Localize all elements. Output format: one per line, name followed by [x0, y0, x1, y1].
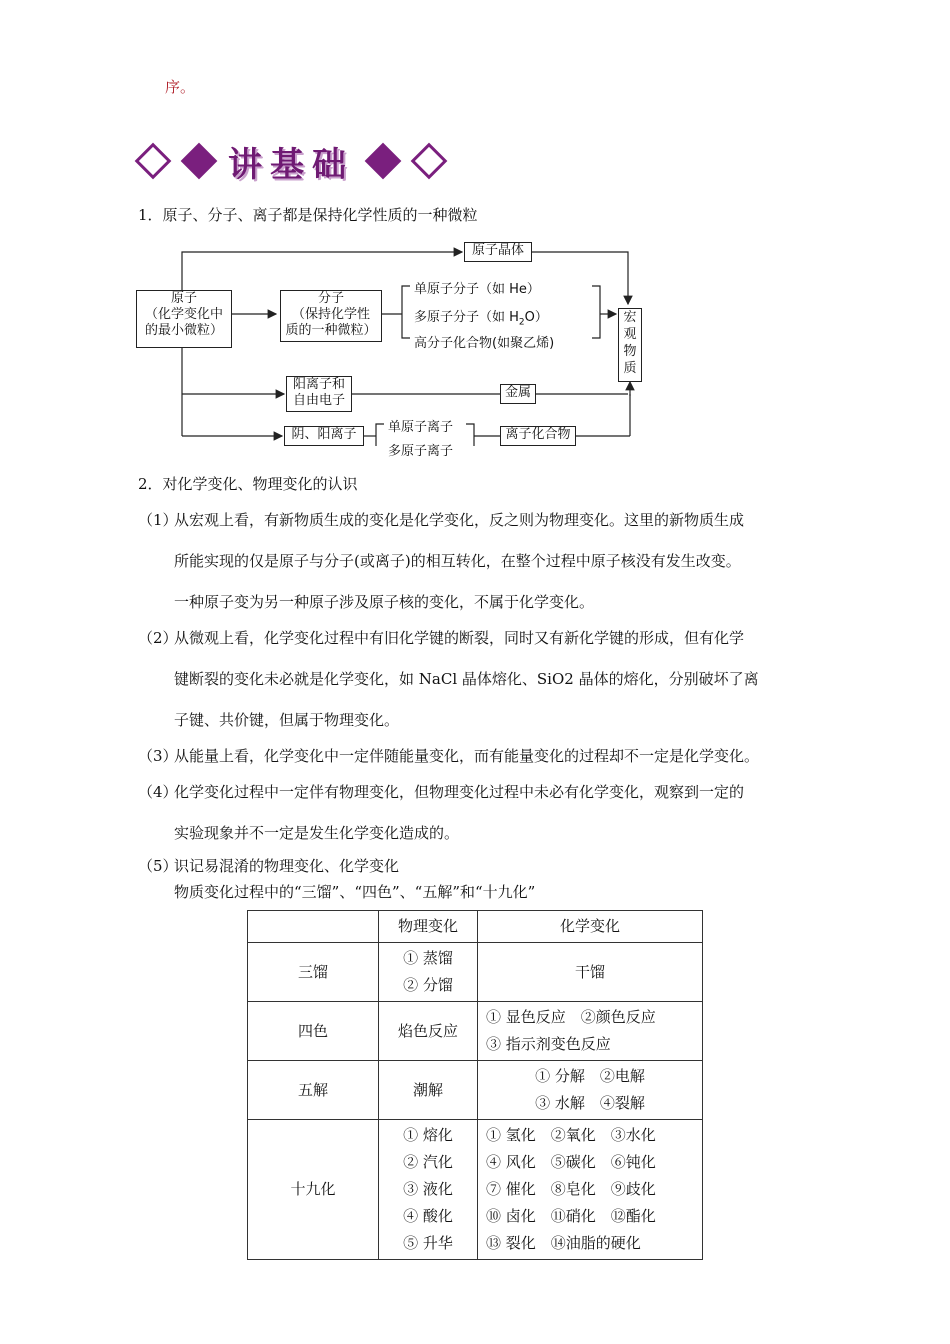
item-line: 所能实现的仅是原子与分子(或离子)的相互转化，在整个过程中原子核没有发生改变。	[174, 552, 741, 570]
physical-cell	[379, 1002, 478, 1061]
cell-line: ① 分解 ②电解	[535, 1067, 645, 1085]
cell-line: ⑩ 卤化 ⑪硝化 ⑫酯化	[486, 1207, 656, 1225]
solid-diamond-icon	[365, 143, 402, 180]
atom-desc: （化学变化中	[144, 307, 223, 322]
atom-desc: 的最小微粒）	[144, 323, 223, 338]
table-row	[248, 1120, 703, 1260]
cell-line: ① 显色反应 ②颜色反应	[486, 1008, 656, 1026]
item-line: 一种原子变为另一种原子涉及原子核的变化，不属于化学变化。	[174, 593, 595, 611]
macro-char: 宏	[623, 310, 637, 325]
cation-electron-label: 自由电子	[292, 393, 345, 408]
cell-line: ① 蒸馏	[403, 949, 453, 967]
cation-electron-box	[286, 376, 352, 412]
banner-title: 讲基础	[228, 144, 354, 185]
item-line: 从微观上看，化学变化过程中有旧化学键的断裂，同时又有新化学键的形成，但有化学	[174, 629, 745, 647]
row-label: 四色	[248, 1002, 379, 1061]
item-number: （3）	[138, 747, 178, 765]
molecule-box	[280, 290, 382, 342]
table-row	[248, 1061, 703, 1120]
item-number: （2）	[138, 629, 178, 647]
macro-matter-box	[618, 308, 642, 382]
change-classification-table	[247, 910, 703, 1260]
polymer-label: 高分子化合物(如聚乙烯)	[414, 336, 555, 351]
macro-char: 质	[623, 361, 637, 376]
row-label: 五解	[248, 1061, 379, 1120]
macro-char: 物	[623, 344, 637, 359]
molecule-desc: 质的一种微粒）	[285, 323, 377, 338]
molecule-desc: （保持化学性	[291, 307, 370, 322]
cell-line: ① 熔化	[403, 1126, 453, 1144]
cell-line: 潮解	[412, 1080, 443, 1099]
ions-box: 阴、阳离子	[284, 426, 364, 446]
row-label: 十九化	[248, 1120, 379, 1260]
physical-cell	[379, 943, 478, 1002]
cell-line: ⑬ 裂化 ⑭油脂的硬化	[486, 1234, 641, 1252]
table-caption: 物质变化过程中的“三馏”、“四色”、“五解”和“十九化”	[174, 883, 536, 901]
macro-char: 观	[623, 327, 637, 342]
row-label: 三馏	[248, 943, 379, 1002]
chemical-cell	[478, 1120, 703, 1260]
physical-cell	[379, 1120, 478, 1260]
cell-line: 焰色反应	[397, 1021, 458, 1040]
item-line: 子键、共价键，但属于物理变化。	[174, 711, 400, 729]
chemical-cell	[478, 943, 703, 1002]
atom-box	[136, 290, 232, 348]
section-banner	[130, 136, 452, 186]
item-line: 键断裂的变化未必就是化学变化，如 NaCl 晶体熔化、SiO2 晶体的熔化，分别破坏了离	[174, 670, 759, 688]
item-line: 实验现象并不一定是发生化学变化造成的。	[174, 824, 460, 842]
header-cell	[248, 911, 379, 943]
monoatomic-ion-label: 单原子离子	[388, 420, 454, 435]
physical-cell	[379, 1061, 478, 1120]
cell-line: ③ 水解 ④裂解	[535, 1094, 645, 1112]
metal-box: 金属	[500, 384, 536, 404]
monoatomic-molecule-label: 单原子分子（如 He）	[414, 282, 540, 297]
cell-line: ① 氢化 ②氧化 ③水化	[486, 1126, 656, 1144]
item-line: 从能量上看，化学变化中一定伴随能量变化，而有能量变化的过程却不一定是化学变化。	[174, 747, 760, 765]
section2-heading: 2．对化学变化、物理变化的认识	[138, 475, 358, 493]
polyatomic-ion-label: 多原子离子	[388, 444, 454, 459]
atom-label: 原子	[170, 291, 197, 306]
solid-diamond-icon	[181, 143, 218, 180]
cell-line: ② 分馏	[403, 976, 453, 994]
item-number: （1）	[138, 511, 178, 529]
item-line: 从宏观上看，有新物质生成的变化是化学变化，反之则为物理变化。这里的新物质生成	[174, 511, 745, 529]
cell-line: 干馏	[574, 962, 605, 981]
ionic-compound-box: 离子化合物	[500, 426, 576, 446]
cell-line: ④ 风化 ⑤碳化 ⑥钝化	[486, 1153, 656, 1171]
header-cell: 化学变化	[478, 911, 703, 943]
item-line: 识记易混淆的物理变化、化学变化	[174, 857, 400, 875]
section1-heading: 1．原子、分子、离子都是保持化学性质的一种微粒	[138, 206, 478, 224]
atomic-crystal-box: 原子晶体	[464, 242, 532, 262]
cell-line: ③ 指示剂变色反应	[486, 1035, 611, 1053]
cell-line: ③ 液化	[403, 1180, 453, 1198]
molecule-label: 分子	[317, 291, 344, 306]
chemical-cell	[478, 1002, 703, 1061]
cation-electron-label: 阳离子和	[292, 377, 345, 392]
chemical-cell	[478, 1061, 703, 1120]
particle-diagram	[130, 236, 650, 459]
cell-line: ⑦ 催化 ⑧皂化 ⑨歧化	[486, 1180, 656, 1198]
item-number: （4）	[138, 783, 178, 801]
cell-line: ② 汽化	[403, 1153, 453, 1171]
cell-line: ⑤ 升华	[403, 1234, 453, 1252]
header-cell: 物理变化	[379, 911, 478, 943]
cell-line: ④ 酸化	[403, 1207, 453, 1225]
item-number: （5）	[138, 857, 178, 875]
table-row	[248, 943, 703, 1002]
table-row	[248, 1002, 703, 1061]
top-text-fragment: 序。	[165, 78, 196, 96]
item-line: 化学变化过程中一定伴有物理变化，但物理变化过程中未必有化学变化，观察到一定的	[174, 783, 745, 801]
hollow-diamond-icon	[135, 143, 172, 180]
polyatomic-molecule-label: 多原子分子（如 $H_2O$）	[414, 310, 548, 328]
hollow-diamond-icon	[411, 143, 448, 180]
table-header-row	[248, 911, 703, 943]
